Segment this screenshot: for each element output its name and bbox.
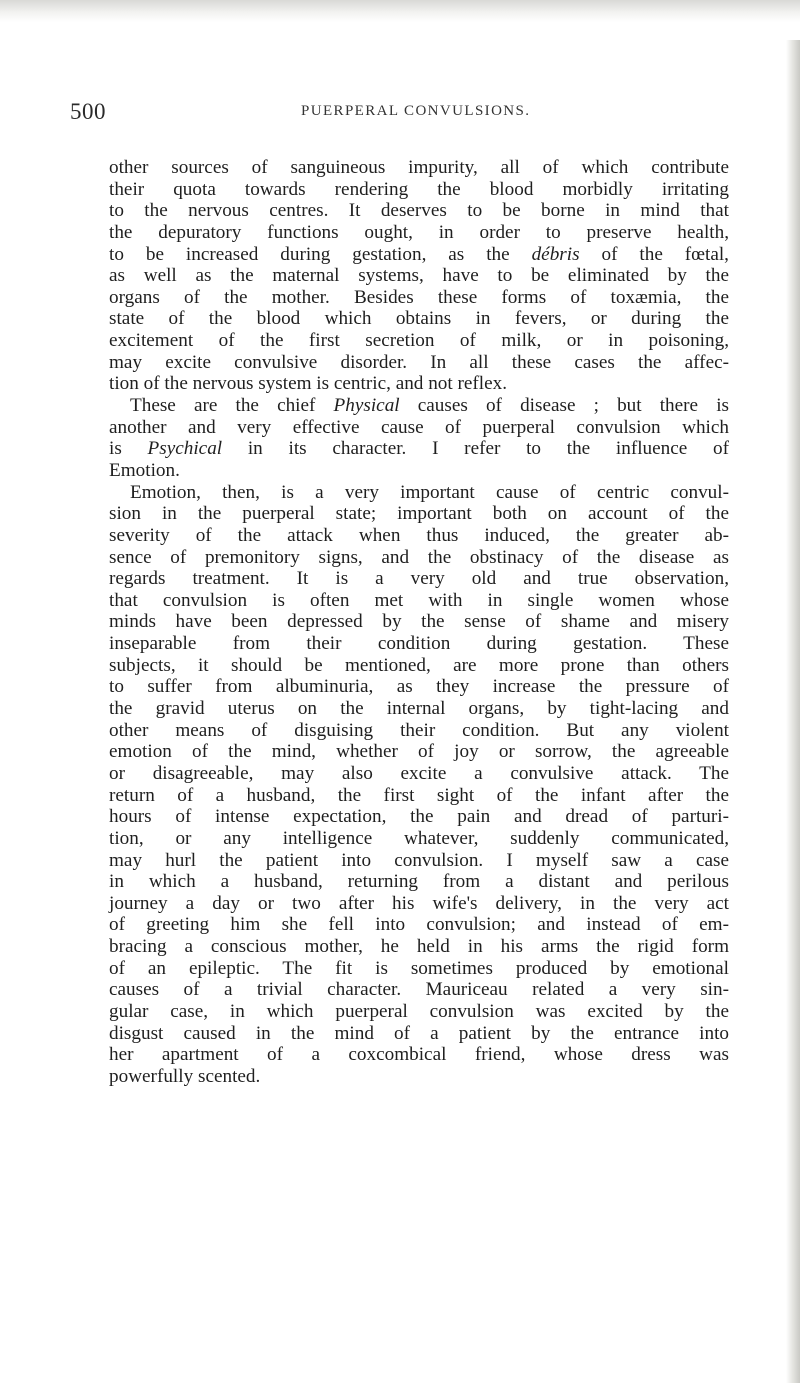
text-line: emotion of the mind, whether of joy or sorrow, the agreeable	[109, 741, 729, 763]
text-line: hours of intense expectation, the pain and dread of parturi-	[109, 806, 729, 828]
text-line: subjects, it should be mentioned, are more prone than others	[109, 654, 729, 676]
text-run: in its character. I refer to the influence of	[222, 438, 729, 460]
text-line: excitement of the first secretion of milk, or in poisoning,	[109, 330, 729, 352]
italic-term: débris	[531, 243, 580, 265]
text-line: of an epileptic. The fit is sometimes produced by emotional	[109, 957, 729, 979]
text-line: as well as the maternal systems, have to be eliminated by the	[109, 265, 729, 287]
text-line: or disagreeable, may also excite a convulsive attack. The	[109, 762, 729, 784]
text-line: regards treatment. It is a very old and true observation,	[109, 568, 729, 590]
text-run: is	[109, 438, 148, 460]
text-line: Emotion.	[109, 459, 180, 481]
text-line: may excite convulsive disorder. In all these cases the affec-	[109, 351, 729, 373]
text-line: the depuratory functions ought, in order to preserve health,	[109, 221, 729, 243]
text-line: may hurl the patient into convulsion. I myself saw a case	[109, 849, 729, 871]
text-line: other sources of sanguineous impurity, all of which contribute	[109, 157, 729, 178]
text-line: bracing a conscious mother, he held in his arms the rigid form	[109, 936, 729, 958]
page-number: 500	[70, 99, 106, 124]
text-line: disgust caused in the mind of a patient by the entrance into	[109, 1022, 729, 1044]
text-line	[109, 244, 729, 266]
text-line: of greeting him she fell into convulsion; and instead of em-	[109, 914, 729, 936]
text-line: tion, or any intelligence whatever, suddenly communicated,	[109, 827, 729, 849]
text-line: journey a day or two after his wife's delivery, in the very act	[109, 892, 729, 914]
italic-term: Psychical	[147, 438, 223, 460]
text-line	[109, 395, 729, 417]
text-line: return of a husband, the first sight of the infant after the	[109, 784, 729, 806]
text-line: to the nervous centres. It deserves to be borne in mind that	[109, 200, 729, 222]
text-line: their quota towards rendering the blood morbidly irritating	[109, 178, 729, 200]
text-line: causes of a trivial character. Mauriceau related a very sin-	[109, 979, 729, 1001]
text-line: gular case, in which puerperal convulsion was excited by the	[109, 1000, 729, 1022]
text-line: Emotion, then, is a very important cause of centric convul-	[130, 481, 729, 503]
text-line: severity of the attack when thus induced, the greater ab-	[109, 524, 729, 546]
scan-top-shadow	[0, 0, 800, 22]
text-line: tion of the nervous system is centric, and not reflex.	[109, 373, 508, 395]
text-line: in which a husband, returning from a distant and perilous	[109, 871, 729, 893]
text-line: powerfully scented.	[109, 1065, 261, 1087]
italic-term: Physical	[333, 395, 400, 417]
body-text	[109, 157, 729, 1088]
page-edge-shadow	[786, 40, 800, 1383]
text-line: organs of the mother. Besides these forms of toxæmia, the	[109, 286, 729, 308]
text-line: the gravid uterus on the internal organs, by tight-lacing and	[109, 698, 729, 720]
text-line: sion in the puerperal state; important both on account of the	[109, 503, 729, 525]
text-line: to suffer from albuminuria, as they increase the pressure of	[109, 676, 729, 698]
text-line: other means of disguising their condition. But any violent	[109, 719, 729, 741]
running-head	[70, 99, 710, 129]
text-line	[109, 438, 729, 460]
text-line: her apartment of a coxcombical friend, whose dress was	[109, 1044, 729, 1066]
text-run: of the fœtal,	[579, 243, 729, 265]
text-run: These are the chief	[130, 395, 334, 417]
text-line: minds have been depressed by the sense of shame and misery	[109, 611, 729, 633]
text-line: inseparable from their condition during gestation. These	[109, 633, 729, 655]
text-line: another and very effective cause of puerperal convulsion which	[109, 416, 729, 438]
text-line: that convulsion is often met with in single women whose	[109, 589, 729, 611]
running-title: PUERPERAL CONVULSIONS.	[301, 103, 531, 119]
text-line: state of the blood which obtains in fevers, or during the	[109, 308, 729, 330]
text-line: sence of premonitory signs, and the obstinacy of the disease as	[109, 546, 729, 568]
text-run: causes of disease ; but there is	[399, 395, 729, 417]
text-run: to be increased during gestation, as the	[109, 243, 532, 265]
